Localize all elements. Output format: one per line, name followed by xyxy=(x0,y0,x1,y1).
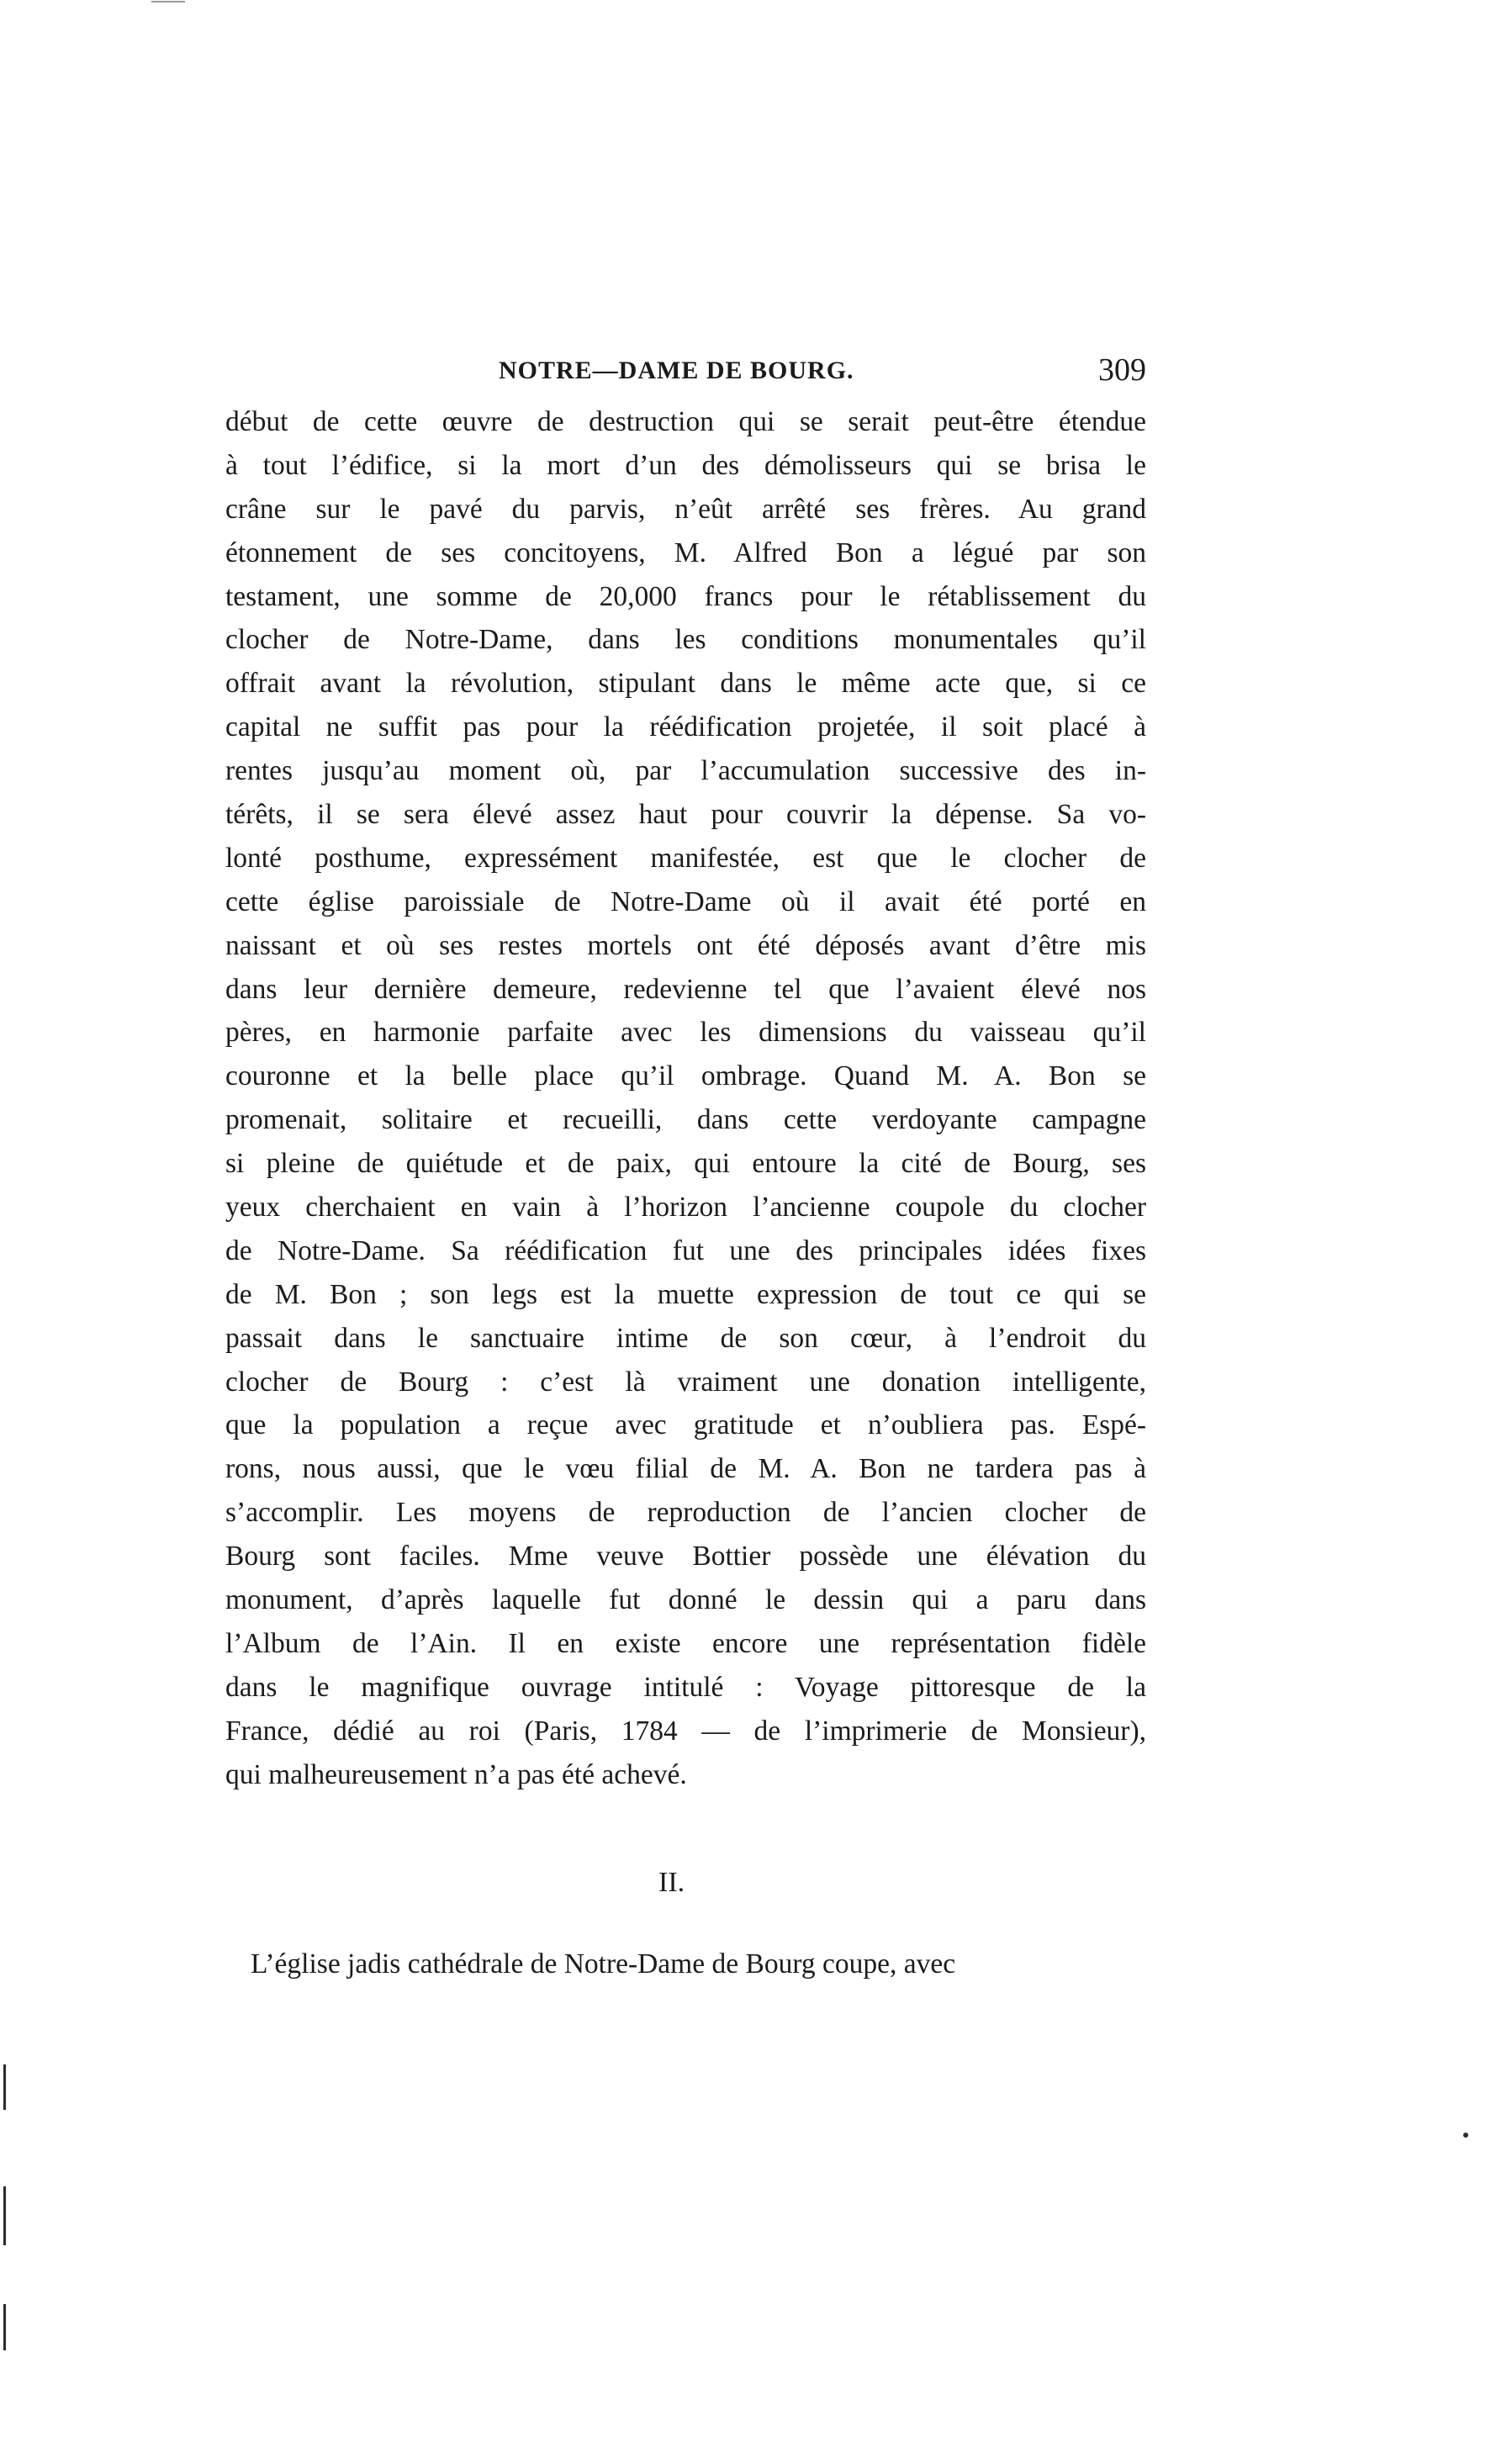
text-line: capital ne suffit pas pour la réédification projetée, il soit placé à xyxy=(225,711,1146,743)
text-line: monument, d’après laquelle fut donné le dessin qui a paru dans xyxy=(225,1584,1146,1616)
text-line: qui malheureusement n’a pas été achevé. xyxy=(225,1758,687,1790)
margin-mark xyxy=(3,2064,6,2110)
text-line: passait dans le sanctuaire intime de son cœur, à l’endroit du xyxy=(225,1322,1146,1354)
text-line: crâne sur le pavé du parvis, n’eût arrêté ses frères. Au grand xyxy=(225,493,1146,525)
text-line: l’Album de l’Ain. Il en existe encore une représentation fidèle xyxy=(225,1627,1146,1659)
running-title: NOTRE—DAME DE BOURG. xyxy=(499,357,854,384)
text-line: si pleine de quiétude et de paix, qui entoure la cité de Bourg, ses xyxy=(225,1148,1146,1180)
text-line: lonté posthume, expressément manifestée, est que le clocher de xyxy=(225,842,1146,874)
text-line: clocher de Notre-Dame, dans les conditions monumentales qu’il xyxy=(225,624,1146,656)
speck xyxy=(1463,2133,1468,2138)
text-line: yeux cherchaient en vain à l’horizon l’ancienne coupole du clocher xyxy=(225,1192,1146,1224)
speck xyxy=(151,1,185,3)
text-line: clocher de Bourg : c’est là vraiment une donation intelligente, xyxy=(225,1366,1146,1398)
text-line: France, dédié au roi (Paris, 1784 — de l’imprimerie de Monsieur), xyxy=(225,1715,1146,1747)
margin-mark xyxy=(3,2304,6,2350)
text-line: de M. Bon ; son legs est la muette expression de tout ce qui se xyxy=(225,1278,1146,1310)
text-line: que la population a reçue avec gratitude et n’oubliera pas. Espé- xyxy=(225,1409,1146,1441)
section-numeral: II. xyxy=(658,1867,685,1898)
text-line: dans le magnifique ouvrage intitulé : Voyage pittoresque de la xyxy=(225,1671,1146,1703)
next-paragraph xyxy=(225,1943,1146,1986)
text-line: de Notre-Dame. Sa réédification fut une des principales idées fixes xyxy=(225,1234,1146,1266)
text-line: rons, nous aussi, que le vœu filial de M. A. Bon ne tardera pas à xyxy=(225,1453,1146,1485)
text-line: térêts, il se sera élevé assez haut pour couvrir la dépense. Sa vo- xyxy=(225,799,1146,831)
body-paragraph xyxy=(225,400,1146,1797)
text-line: cette église paroissiale de Notre-Dame où il avait été porté en xyxy=(225,885,1146,917)
text-line: étonnement de ses concitoyens, M. Alfred Bon a légué par son xyxy=(225,537,1146,568)
text-line: offrait avant la révolution, stipulant dans le même acte que, si ce xyxy=(225,668,1146,700)
text-line: à tout l’édifice, si la mort d’un des démolisseurs qui se brisa le xyxy=(225,449,1146,481)
margin-mark xyxy=(3,2186,6,2245)
text-line: s’accomplir. Les moyens de reproduction de l’ancien clocher de xyxy=(225,1497,1146,1529)
text-line: rentes jusqu’au moment où, par l’accumulation successive des in- xyxy=(225,755,1146,787)
text-line: promenait, solitaire et recueilli, dans cette verdoyante campagne xyxy=(225,1104,1146,1136)
text-line: couronne et la belle place qu’il ombrage. Quand M. A. Bon se xyxy=(225,1060,1146,1092)
text-line: dans leur dernière demeure, redevienne tel que l’avaient élevé nos xyxy=(225,973,1146,1005)
text-line: pères, en harmonie parfaite avec les dimensions du vaisseau qu’il xyxy=(225,1017,1146,1049)
text-line: début de cette œuvre de destruction qui se serait peut-être étendue xyxy=(225,406,1146,437)
text-line: testament, une somme de 20,000 francs pour le rétablissement du xyxy=(225,580,1146,612)
page-number: 309 xyxy=(1098,352,1146,388)
text-line: L’église jadis cathédrale de Notre-Dame de Bourg coupe, avec xyxy=(251,1948,956,1980)
text-line: naissant et où ses restes mortels ont été déposés avant d’être mis xyxy=(225,929,1146,961)
page-header xyxy=(225,343,1146,394)
text-line: Bourg sont faciles. Mme veuve Bottier possède une élévation du xyxy=(225,1541,1146,1573)
